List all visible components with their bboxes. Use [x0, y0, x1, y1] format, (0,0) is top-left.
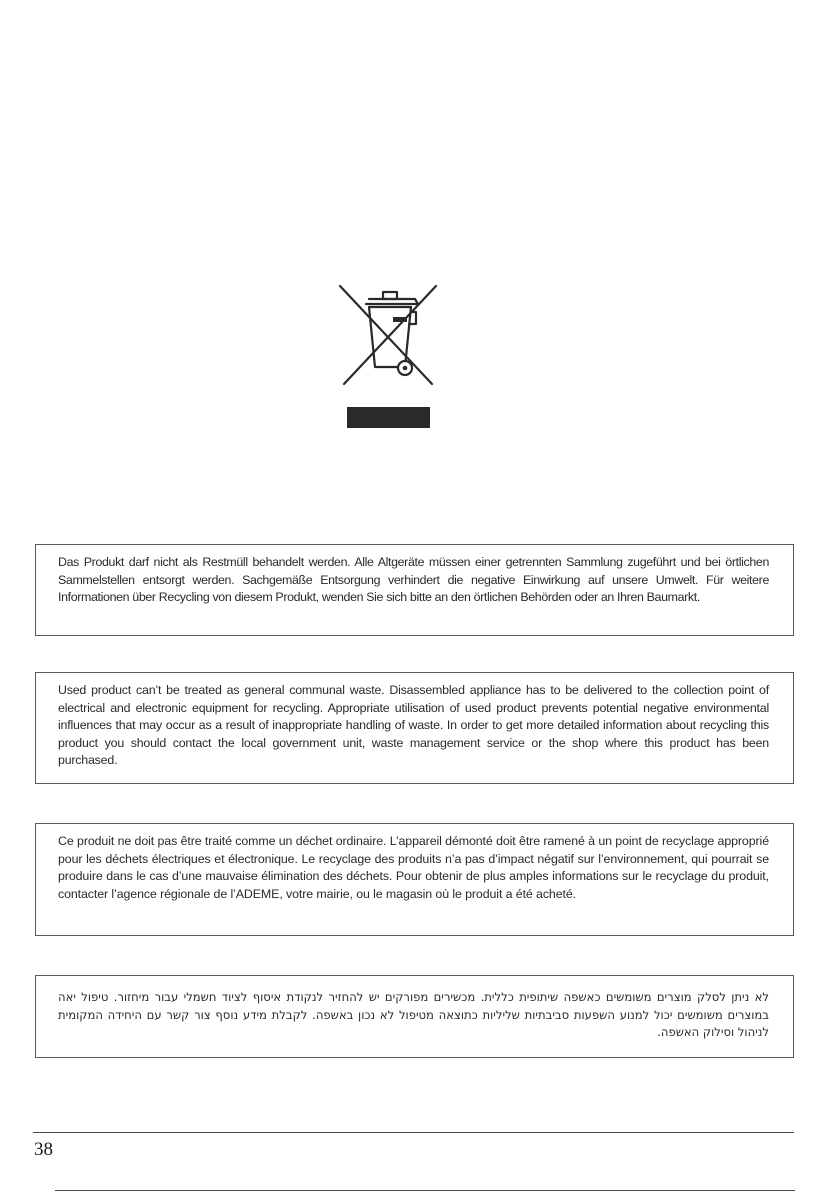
- weee-symbol: [336, 282, 440, 430]
- disposal-notice-english: [35, 672, 794, 784]
- footer-divider: [33, 1132, 794, 1133]
- disposal-notice-german: [35, 544, 794, 636]
- notice-text: Das Produkt darf nicht als Restmüll behandelt werden. Alle Altgeräte müssen einer getrennten Sammlung zugeführt und bei örtlichen Sammelstellen entsorgt werden. Sachgemäße Entsorgung verhindert die negative Einwirkung auf unsere Umwelt. Für weitere Informationen über Recycling von diesem Produkt, wenden Sie sich bitte an den örtlichen Behörden oder an Ihren Baumarkt.: [58, 555, 769, 605]
- notice-text: Ce produit ne doit pas être traité comme un déchet ordinaire. L’appareil démonté doit être ramené à un point de recyclage approprié pour les déchets électriques et électronique. Le recyclage des produits n’a pas d’impact négatif sur l’environnement, qui pourrait se produire dans le cas d’une mauvaise élimination des déchets. Pour obtenir de plus amples informations sur le recyclage du produit, contacter l’agence régionale de l’ADEME, votre mairie, ou le magasin où le produit a été acheté.: [58, 834, 769, 901]
- disposal-notice-hebrew: [35, 975, 794, 1058]
- notice-text: Used product can’t be treated as general communal waste. Disassembled appliance has to be delivered to the collection point of electrical and electronic equipment for recycling. Appropriate utilisation of used product prevents potential negative environmental influences that may occur as a result of inappropriate handling of waste. In order to get more detailed information about recycling this product you should contact the local government unit, waste management service or the shop where this product has been purchased.: [58, 683, 769, 768]
- page-number: 38: [34, 1139, 53, 1160]
- disposal-notice-french: [35, 823, 794, 936]
- notice-text: לא ניתן לסלק מוצרים משומשים כאשפה שיתופית כללית. מכשירים מפורקים יש להחזיר לנקודת איסוף לציוד חשמלי עבור מיחזור. טיפול יאה במוצרים משומשים יכול למנוע השפעות סביבתיות שליליות כתוצאה מטיפול לא נכון באשפה. לקבלת מידע נוסף צור קשר עם היחידה המקומית לניהול וסילוק האשפה.: [58, 990, 769, 1040]
- weee-bar: [347, 407, 430, 428]
- crossed-out-wheelie-bin-icon: [336, 282, 440, 430]
